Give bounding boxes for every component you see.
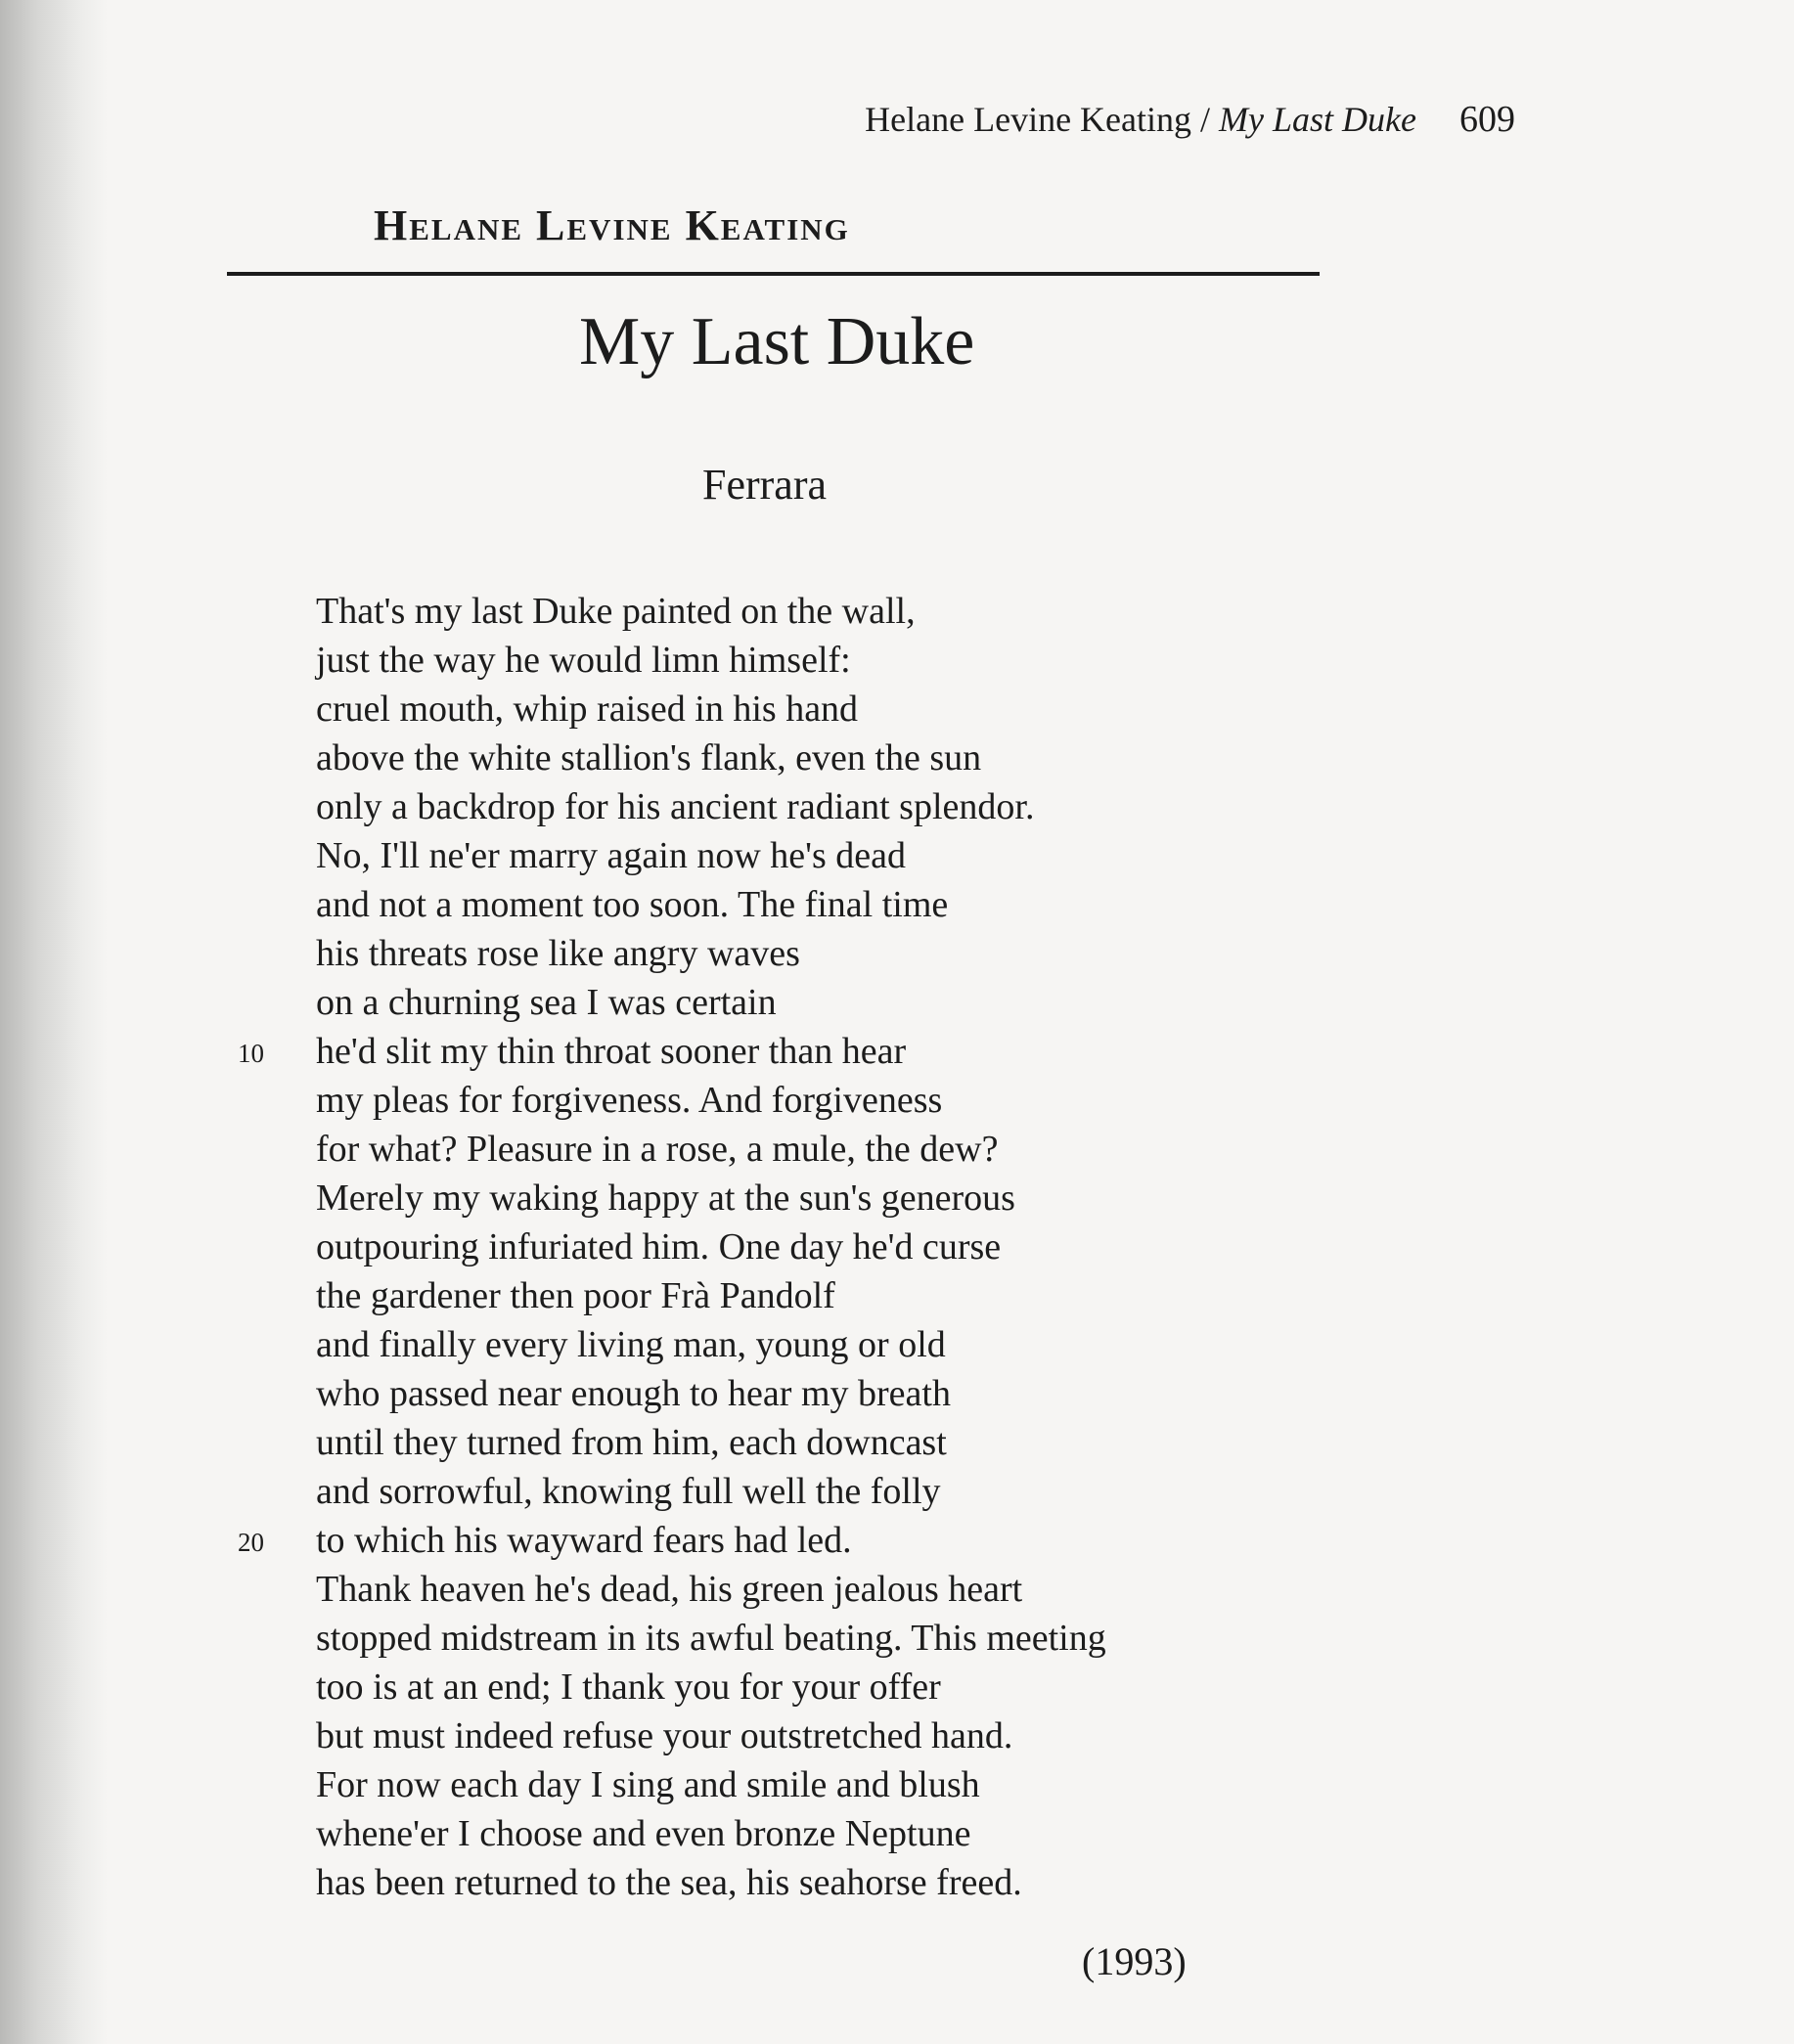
poem-line [316,1076,1106,1125]
page-number: 609 [1459,99,1515,140]
author-heading: Helane Levine Keating [374,201,850,249]
poem-line-text: No, I'll ne'er marry again now he's dead [316,835,906,876]
poem-date: (1993) [1082,1939,1187,1983]
line-number-20: 20 [238,1528,264,1557]
poem-line-text: he'd slit my thin throat sooner than hear [316,1031,907,1072]
heading-rule [227,272,1320,276]
poem-line-text: outpouring infuriated him. One day he'd curse [316,1226,1002,1267]
poem-line-text: to which his wayward fears had led. [316,1520,852,1561]
page-gutter-shadow [0,0,108,2044]
poem-line-text: Thank heaven he's dead, his green jealous heart [316,1569,1023,1610]
poem-line [316,782,1106,831]
poem-line [316,1271,1106,1320]
poem-line [316,1809,1106,1858]
poem-line-text: cruel mouth, whip raised in his hand [316,689,859,730]
poem-line [316,587,1106,636]
poem-line-text: until they turned from him, each downcast [316,1422,947,1463]
poem-line-text: above the white stallion's flank, even the sun [316,737,982,778]
poem-line [316,1663,1106,1711]
poem-line-text: Merely my waking happy at the sun's generous [316,1178,1015,1219]
poem-line [316,636,1106,685]
poem-line-text: too is at an end; I thank you for your offer [316,1666,941,1708]
poem-line [316,1711,1106,1760]
poem-line [316,1614,1106,1663]
poem-line [316,978,1106,1027]
poem-title: My Last Duke [579,304,975,379]
line-number-10: 10 [238,1039,264,1068]
poem-line [316,1467,1106,1516]
poem-line-text: and not a moment too soon. The final time [316,884,949,925]
poem-line [316,1174,1106,1222]
poem-line [316,1418,1106,1467]
poem-line-text: For now each day I sing and smile and blush [316,1764,980,1805]
poem-line-text: the gardener then poor Frà Pandolf [316,1275,835,1316]
poem-line [316,1565,1106,1614]
poem-line [316,880,1106,929]
poem-line [316,1858,1106,1907]
poem-line [316,831,1106,880]
poem-line-text: for what? Pleasure in a rose, a mule, the dew? [316,1129,999,1170]
poem-line-text: but must indeed refuse your outstretched hand. [316,1715,1013,1756]
poem-subtitle: Ferrara [702,461,828,509]
poem-line [316,1760,1106,1809]
poem-line-text: and sorrowful, knowing full well the folly [316,1471,941,1512]
poem-line [316,1125,1106,1174]
running-head-title: My Last Duke [1219,100,1416,139]
poem-line-text: has been returned to the sea, his seahorse freed. [316,1862,1022,1903]
poem-line-text: my pleas for forgiveness. And forgiveness [316,1080,943,1121]
poem-line [238,1027,1106,1076]
poem-line-text: his threats rose like angry waves [316,933,800,974]
poem-line-text: who passed near enough to hear my breath [316,1373,951,1414]
poem-line-text: only a backdrop for his ancient radiant splendor. [316,786,1035,827]
poem-body [238,587,1106,1907]
poem-line [316,1320,1106,1369]
running-head-author: Helane Levine Keating / [865,100,1220,139]
poem-line [316,733,1106,782]
poem-line-text: just the way he would limn himself: [316,640,851,681]
running-head [865,98,1515,141]
poem-line-text: stopped midstream in its awful beating. This meeting [316,1618,1106,1659]
poem-line-text: That's my last Duke painted on the wall, [316,591,916,632]
poem-line [316,929,1106,978]
poem-line-text: and finally every living man, young or old [316,1324,946,1365]
poem-line [316,1369,1106,1418]
poem-line [316,685,1106,733]
poem-line [238,1516,1106,1565]
poem-line-text: on a churning sea I was certain [316,982,777,1023]
poem-line [316,1222,1106,1271]
poem-line-text: whene'er I choose and even bronze Neptune [316,1813,971,1854]
